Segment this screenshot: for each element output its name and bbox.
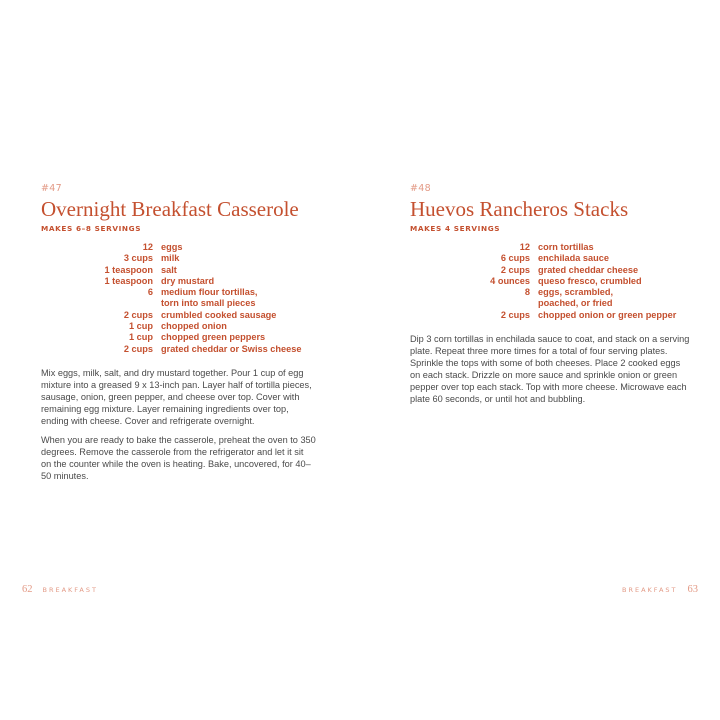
direction-paragraph: When you are ready to bake the casserole, preheat the oven to 350 degrees. Remove the casserole from the refrigerator and let it sit on the counter while the oven is heating. Bake, uncovered, for 40–50 minutes. — [41, 434, 316, 481]
section-name: BREAKFAST — [622, 586, 678, 594]
ingredient-quantity: 6 — [147, 287, 153, 298]
ingredient-quantity: 2 cups — [123, 309, 153, 320]
ingredient-row — [41, 321, 316, 332]
ingredient-item: chopped onion or green pepper — [538, 309, 677, 320]
ingredient-quantity: 12 — [519, 242, 530, 252]
ingredient-item: eggs, scrambled, poached, or fried — [538, 287, 614, 309]
ingredient-quantity: 4 ounces — [490, 275, 530, 286]
ingredient-row — [41, 242, 316, 253]
ingredient-row — [41, 276, 316, 287]
ingredient-row — [41, 287, 316, 310]
ingredient-quantity: 1 teaspoon — [104, 275, 153, 286]
ingredient-item: dry mustard — [161, 275, 215, 286]
ingredient-list — [41, 242, 316, 355]
ingredient-quantity: 1 cup — [129, 332, 153, 343]
ingredient-quantity: 2 cups — [123, 343, 153, 354]
ingredient-item: chopped green peppers — [161, 332, 266, 343]
recipe-number: #47 — [41, 183, 62, 194]
page-number: 62 — [22, 584, 33, 595]
ingredient-row — [410, 242, 690, 253]
ingredient-quantity: 1 teaspoon — [104, 264, 153, 275]
directions — [410, 333, 690, 405]
ingredient-row — [410, 253, 690, 264]
ingredient-item: corn tortillas — [538, 242, 594, 252]
servings: MAKES 4 SERVINGS — [410, 224, 501, 233]
ingredient-row — [410, 265, 690, 276]
ingredient-item: grated cheddar cheese — [538, 264, 639, 275]
page-number: 63 — [687, 584, 698, 595]
direction-paragraph: Dip 3 corn tortillas in enchilada sauce to coat, and stack on a serving plate. Repeat three more times for a total of four serving plates. Sprinkle the tops with some of both cheeses. Place 2 cooked eggs on each stack. Drizzle on more sauce and sprinkle onion or green pepper over top each stack. Top with more cheese. Microwave each plate 60 seconds, or until hot and bubbling. — [410, 334, 690, 405]
ingredient-row — [41, 310, 316, 321]
ingredient-item: queso fresco, crumbled — [538, 275, 642, 286]
ingredient-item: enchilada sauce — [538, 253, 609, 264]
recipe-48 — [410, 183, 690, 412]
servings: MAKES 6–8 SERVINGS — [41, 224, 142, 233]
ingredient-item: salt — [161, 264, 177, 275]
right-page — [360, 0, 720, 720]
ingredient-quantity: 6 cups — [500, 253, 530, 264]
ingredient-quantity: 3 cups — [123, 253, 153, 264]
recipe-47 — [41, 183, 316, 489]
ingredient-item: eggs — [161, 242, 183, 252]
folio — [622, 584, 698, 595]
ingredient-row — [410, 287, 690, 310]
ingredient-item: medium flour tortillas, torn into small pieces — [161, 287, 258, 309]
ingredient-item: chopped onion — [161, 321, 227, 332]
recipe-title: Huevos Rancheros Stacks — [410, 197, 629, 221]
ingredient-quantity: 2 cups — [500, 309, 530, 320]
folio — [22, 584, 98, 595]
ingredient-item: crumbled cooked sausage — [161, 309, 277, 320]
ingredient-row — [41, 253, 316, 264]
directions — [41, 367, 316, 482]
ingredient-item: milk — [161, 253, 180, 264]
recipe-title: Overnight Breakfast Casserole — [41, 197, 299, 221]
ingredient-row — [41, 344, 316, 355]
ingredient-row — [410, 310, 690, 321]
ingredient-list — [410, 242, 690, 321]
ingredient-quantity: 8 — [524, 287, 530, 298]
ingredient-row — [41, 332, 316, 343]
recipe-number: #48 — [410, 183, 431, 194]
ingredient-row — [410, 276, 690, 287]
direction-paragraph: Mix eggs, milk, salt, and dry mustard together. Pour 1 cup of egg mixture into a greased 9 x 13-inch pan. Layer half of tortilla pieces, sausage, onion, green pepper, and cheese over top. Cover with remaining egg mixture. Layer remaining ingredients over top, ending with cheese. Cover and refrigerate overnight. — [41, 367, 312, 426]
section-name: BREAKFAST — [42, 586, 98, 594]
ingredient-quantity: 1 cup — [129, 321, 153, 332]
ingredient-quantity: 2 cups — [500, 264, 530, 275]
ingredient-row — [41, 265, 316, 276]
ingredient-quantity: 12 — [142, 242, 153, 252]
ingredient-item: grated cheddar or Swiss cheese — [161, 343, 302, 354]
